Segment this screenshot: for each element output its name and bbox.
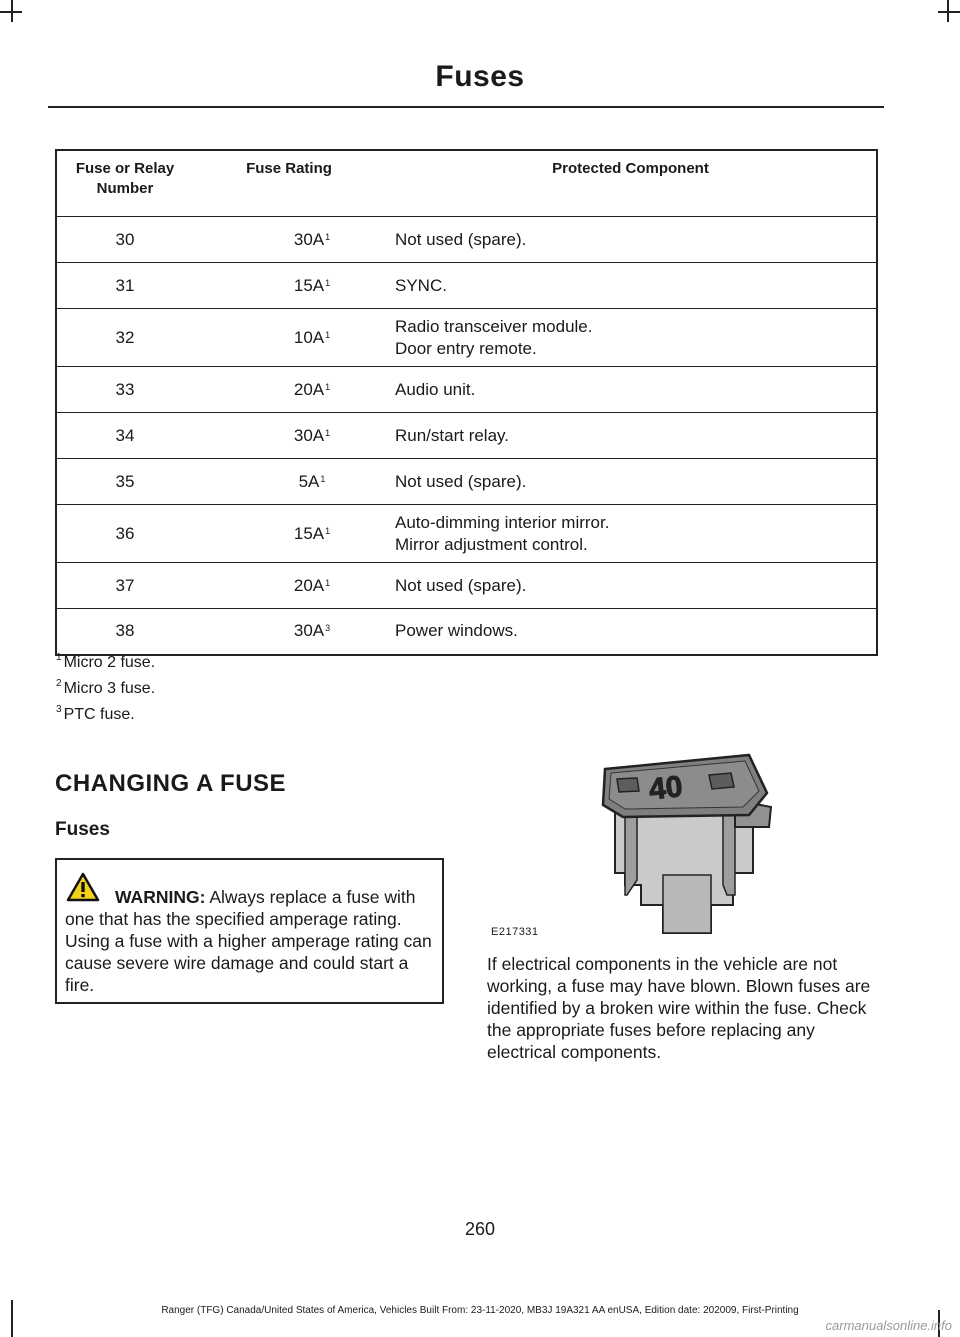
table-row xyxy=(56,309,877,367)
component-line: Run/start relay. xyxy=(395,425,510,445)
section-heading: CHANGING A FUSE xyxy=(55,770,287,797)
component-line: Not used (spare). xyxy=(395,471,527,491)
rating-text: 30A xyxy=(293,621,325,641)
protected-component xyxy=(385,413,877,459)
header-number-line2: Number xyxy=(96,180,154,197)
header-protected-component: Protected Component xyxy=(385,150,877,217)
fuse-illustration xyxy=(487,745,881,943)
fuse-number: 31 xyxy=(56,263,193,309)
header-number-line1: Fuse or Relay xyxy=(75,160,175,177)
footnote-text: Micro 2 fuse. xyxy=(63,654,156,671)
component-line: Mirror adjustment control. xyxy=(395,534,588,554)
warning-label: WARNING: xyxy=(115,887,206,907)
watermark: carmanualsonline.info xyxy=(825,1318,952,1333)
table-row xyxy=(56,505,877,563)
table-row xyxy=(56,563,877,609)
fuse-rating xyxy=(193,309,385,367)
rating-footnote-mark: 1 xyxy=(325,381,331,392)
footnote-mark: 3 xyxy=(56,704,62,715)
protected-component xyxy=(385,609,877,655)
fuse-rating xyxy=(193,217,385,263)
fuse-number: 33 xyxy=(56,367,193,413)
table-row xyxy=(56,217,877,263)
protected-component xyxy=(385,309,877,367)
fuse-rating xyxy=(193,263,385,309)
warning-icon xyxy=(66,872,100,902)
body-paragraph: If electrical components in the vehicle are not working, a fuse may have blown. Blown fuses are identified by a broken wire within the fuse. Check the appropriate fuses before replacing any electrical components. xyxy=(487,954,871,1062)
fuse-table xyxy=(55,149,878,656)
rating-footnote-mark: 1 xyxy=(325,231,331,242)
rating-footnote-mark: 1 xyxy=(320,473,326,484)
rating-footnote-mark: 1 xyxy=(325,577,331,588)
rating-text: 5A xyxy=(298,471,320,491)
rating-text: 30A xyxy=(293,425,325,445)
footer-text: Ranger (TFG) Canada/United States of America, Vehicles Built From: 23-11-2020, MB3J 19A321 AA enUSA, Edition date: 202009, First-Printing xyxy=(161,1305,799,1316)
fuse-number: 35 xyxy=(56,459,193,505)
fuse-rating-value xyxy=(294,576,330,595)
fuse-rating xyxy=(193,367,385,413)
protected-component xyxy=(385,563,877,609)
table-row xyxy=(56,413,877,459)
component-line: Auto-dimming interior mirror. xyxy=(395,512,610,532)
rating-footnote-mark: 1 xyxy=(325,277,331,288)
fuse-rating-value xyxy=(294,328,330,347)
component-line: Not used (spare). xyxy=(395,575,527,595)
table-header-row xyxy=(56,150,877,217)
fuse-rating-label: 40 xyxy=(647,770,685,807)
rating-text: 30A xyxy=(293,229,325,249)
fuse-rating xyxy=(193,413,385,459)
crop-mark xyxy=(938,11,960,13)
fuse-number: 30 xyxy=(56,217,193,263)
component-line: SYNC. xyxy=(395,275,447,295)
protected-component xyxy=(385,263,877,309)
footnotes xyxy=(55,650,155,728)
fuse-number: 34 xyxy=(56,413,193,459)
rating-text: 10A xyxy=(293,327,325,347)
fuse-number: 37 xyxy=(56,563,193,609)
fuse-rating-value xyxy=(294,426,330,445)
component-line: Audio unit. xyxy=(395,379,476,399)
footnote-mark: 1 xyxy=(56,652,62,663)
rating-text: 15A xyxy=(293,523,325,543)
protected-component xyxy=(385,367,877,413)
protected-component xyxy=(385,459,877,505)
header-divider xyxy=(48,106,884,108)
fuse-rating-value xyxy=(294,380,330,399)
header-fuse-number xyxy=(56,150,193,217)
fuse-rating xyxy=(193,505,385,563)
fuse-rating-value xyxy=(294,230,330,249)
rating-text: 20A xyxy=(293,379,325,399)
rating-text: 20A xyxy=(293,575,325,595)
component-line: Radio transceiver module. xyxy=(395,316,593,336)
fuse-rating xyxy=(193,609,385,655)
rating-footnote-mark: 1 xyxy=(325,525,331,536)
table-row xyxy=(56,263,877,309)
page-title: Fuses xyxy=(435,60,525,93)
component-line: Door entry remote. xyxy=(395,338,537,358)
table-row xyxy=(56,367,877,413)
rating-footnote-mark: 3 xyxy=(325,623,331,634)
page-number: 260 xyxy=(464,1219,496,1239)
rating-footnote-mark: 1 xyxy=(325,329,331,340)
fuse-rating xyxy=(193,563,385,609)
component-line: Not used (spare). xyxy=(395,229,527,249)
header-fuse-rating: Fuse Rating xyxy=(193,150,385,217)
warning-box xyxy=(55,858,444,1004)
fuse-number: 38 xyxy=(56,609,193,655)
sub-heading: Fuses xyxy=(55,819,110,840)
table-row xyxy=(56,609,877,655)
rating-text: 15A xyxy=(293,275,325,295)
footnote-mark: 2 xyxy=(56,678,62,689)
fuse-number: 32 xyxy=(56,309,193,367)
fuse-rating-value xyxy=(294,621,330,640)
rating-footnote-mark: 1 xyxy=(325,427,331,438)
fuse-number: 36 xyxy=(56,505,193,563)
protected-component xyxy=(385,505,877,563)
table-row xyxy=(56,459,877,505)
fuse-rating-value xyxy=(294,276,330,295)
footnote-text: Micro 3 fuse. xyxy=(63,680,156,697)
protected-component xyxy=(385,217,877,263)
fuse-rating xyxy=(193,459,385,505)
footnote xyxy=(55,702,155,728)
warning-text: Always replace a fuse with one that has the specified amperage rating. Using a fuse with a higher amperage rating can cause severe wire damage and could start a fire. xyxy=(65,887,432,995)
footnote xyxy=(55,650,155,676)
crop-mark xyxy=(0,11,22,13)
fuse-rating-value xyxy=(294,524,330,543)
footnote xyxy=(55,676,155,702)
footnote-text: PTC fuse. xyxy=(63,706,135,723)
figure-code: E217331 xyxy=(491,926,539,938)
component-line: Power windows. xyxy=(395,621,518,641)
fuse-rating-value xyxy=(299,472,326,491)
